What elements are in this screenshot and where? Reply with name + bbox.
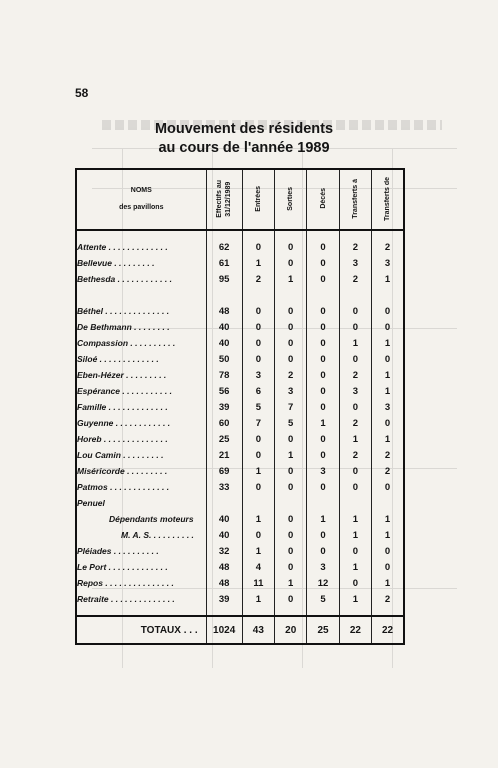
pavilion-name: Horeb xyxy=(77,434,102,444)
value-cell-deces: 5 xyxy=(307,591,339,607)
value-cell-deces: 3 xyxy=(307,463,339,479)
value-cell-transferts-de: 2 xyxy=(372,239,404,255)
spacer-cell xyxy=(275,607,307,616)
value-cell-transferts-a: 0 xyxy=(339,399,371,415)
spacer-cell xyxy=(372,295,404,303)
value-cell-transferts-a: 1 xyxy=(339,511,371,527)
column-header-deces xyxy=(307,169,339,230)
value-cell-effectifs: 40 xyxy=(206,511,242,527)
pavilion-name: De Bethmann xyxy=(77,322,132,332)
pavilion-name-cell xyxy=(76,527,206,543)
empty-value-cell xyxy=(206,495,242,511)
column-header-sorties xyxy=(275,169,307,230)
value-cell-entrees: 0 xyxy=(242,351,274,367)
leader-dots: . . . . . . . . . . . . . xyxy=(107,482,170,492)
pavilion-name: Espérance xyxy=(77,386,120,396)
value-cell-sorties: 0 xyxy=(275,431,307,447)
spacer-cell xyxy=(307,287,339,295)
pavilion-name-cell xyxy=(76,463,206,479)
leader-dots: . . . . . . . . . . . . . . . xyxy=(102,578,174,588)
value-cell-entrees: 0 xyxy=(242,431,274,447)
spacer-cell xyxy=(206,295,242,303)
leader-dots: . . . . . . . . . . xyxy=(111,546,159,556)
spacer-cell xyxy=(76,295,206,303)
total-effectifs: 1024 xyxy=(206,616,242,644)
pavilion-name: Lou Camin xyxy=(77,450,121,460)
value-cell-entrees: 1 xyxy=(242,591,274,607)
value-cell-effectifs: 48 xyxy=(206,559,242,575)
pavilion-name: M. A. S. xyxy=(121,530,152,540)
value-cell-effectifs: 62 xyxy=(206,239,242,255)
pavilion-name: Guyenne xyxy=(77,418,114,428)
column-header-transferts-a xyxy=(339,169,371,230)
value-cell-transferts-a: 2 xyxy=(339,447,371,463)
value-cell-sorties: 3 xyxy=(275,383,307,399)
value-cell-sorties: 2 xyxy=(275,367,307,383)
value-cell-effectifs: 40 xyxy=(206,335,242,351)
value-cell-transferts-de: 0 xyxy=(372,415,404,431)
table-row xyxy=(76,399,404,415)
value-cell-sorties: 0 xyxy=(275,543,307,559)
empty-value-cell xyxy=(275,495,307,511)
pavilion-name: Eben-Hézer xyxy=(77,370,124,380)
pavilion-name: Bethesda xyxy=(77,274,116,284)
pavilion-name: Pléiades xyxy=(77,546,112,556)
value-cell-sorties: 7 xyxy=(275,399,307,415)
pavilion-name: Béthel xyxy=(77,306,103,316)
spacer-cell xyxy=(206,230,242,239)
pavilion-name-cell xyxy=(76,399,206,415)
value-cell-transferts-de: 2 xyxy=(372,463,404,479)
value-cell-transferts-de: 1 xyxy=(372,383,404,399)
table-row xyxy=(76,559,404,575)
pavilion-name-cell xyxy=(76,239,206,255)
spacer-cell xyxy=(242,295,274,303)
value-cell-transferts-de: 1 xyxy=(372,335,404,351)
value-cell-deces: 0 xyxy=(307,335,339,351)
leader-dots: . . . . . . . . . . xyxy=(128,338,176,348)
value-cell-transferts-de: 0 xyxy=(372,479,404,495)
value-cell-sorties: 0 xyxy=(275,319,307,335)
value-cell-effectifs: 40 xyxy=(206,319,242,335)
pavilion-name-cell xyxy=(76,335,206,351)
table-row xyxy=(76,319,404,335)
pavilion-name: Compassion xyxy=(77,338,129,348)
value-cell-transferts-de: 2 xyxy=(372,447,404,463)
spacer-cell xyxy=(76,287,206,295)
leader-dots: . . . . . . . . . . . . . xyxy=(97,354,159,364)
value-cell-effectifs: 25 xyxy=(206,431,242,447)
value-cell-effectifs: 32 xyxy=(206,543,242,559)
spacer-cell xyxy=(372,607,404,616)
names-header-line-1: NOMS xyxy=(130,187,152,194)
table-row xyxy=(76,591,404,607)
spacer-cell xyxy=(76,607,206,616)
pavilion-name: Patmos xyxy=(77,482,108,492)
pavilion-name-cell xyxy=(76,271,206,287)
spacer-cell xyxy=(339,607,371,616)
table-row xyxy=(76,431,404,447)
table-row xyxy=(76,415,404,431)
table-row xyxy=(76,479,404,495)
value-cell-sorties: 0 xyxy=(275,479,307,495)
spacer-cell xyxy=(339,295,371,303)
value-cell-entrees: 4 xyxy=(242,559,274,575)
value-cell-transferts-a: 2 xyxy=(339,367,371,383)
table-row xyxy=(76,511,404,527)
spacer-cell xyxy=(372,287,404,295)
pavilion-name-cell xyxy=(76,543,206,559)
value-cell-transferts-a: 1 xyxy=(339,527,371,543)
value-cell-transferts-a: 2 xyxy=(339,415,371,431)
table-row xyxy=(76,271,404,287)
value-cell-entrees: 2 xyxy=(242,271,274,287)
value-cell-sorties: 0 xyxy=(275,591,307,607)
totals-label: TOTAUX . . . xyxy=(76,616,206,644)
value-cell-entrees: 1 xyxy=(242,511,274,527)
value-cell-deces: 0 xyxy=(307,367,339,383)
value-cell-transferts-de: 0 xyxy=(372,543,404,559)
spacer-cell xyxy=(339,230,371,239)
column-header-entrees xyxy=(242,169,274,230)
transferts-de-header-text: Transferts de xyxy=(384,176,392,221)
value-cell-effectifs: 69 xyxy=(206,463,242,479)
value-cell-effectifs: 39 xyxy=(206,399,242,415)
pavilion-name: Miséricorde xyxy=(77,466,125,476)
value-cell-deces: 0 xyxy=(307,303,339,319)
value-cell-entrees: 6 xyxy=(242,383,274,399)
value-cell-effectifs: 61 xyxy=(206,255,242,271)
total-transferts-a: 22 xyxy=(339,616,371,644)
table-row xyxy=(76,239,404,255)
names-column-header xyxy=(76,169,206,230)
value-cell-transferts-a: 2 xyxy=(339,271,371,287)
names-header-line-2: des pavillons xyxy=(119,204,164,211)
value-cell-deces: 1 xyxy=(307,511,339,527)
value-cell-sorties: 0 xyxy=(275,239,307,255)
pavilion-name: Dépendants moteurs xyxy=(109,514,194,524)
leader-dots: . . . . . . . . . . . . xyxy=(113,418,171,428)
value-cell-entrees: 11 xyxy=(242,575,274,591)
total-transferts-de: 22 xyxy=(372,616,404,644)
spacer-cell xyxy=(307,607,339,616)
empty-value-cell xyxy=(339,495,371,511)
total-entrees: 43 xyxy=(242,616,274,644)
value-cell-sorties: 0 xyxy=(275,511,307,527)
value-cell-transferts-a: 1 xyxy=(339,431,371,447)
leader-dots: . . . . . . . . . . . . . xyxy=(106,242,168,252)
value-cell-deces: 0 xyxy=(307,399,339,415)
total-deces: 25 xyxy=(307,616,339,644)
leader-dots: . . . . . . . . . . . . . . xyxy=(101,434,168,444)
value-cell-deces: 0 xyxy=(307,447,339,463)
spacer-cell xyxy=(76,230,206,239)
value-cell-transferts-de: 0 xyxy=(372,351,404,367)
value-cell-effectifs: 33 xyxy=(206,479,242,495)
value-cell-transferts-de: 0 xyxy=(372,303,404,319)
residents-movement-table xyxy=(75,168,405,645)
column-header-transferts-de xyxy=(372,169,404,230)
leader-dots: . . . . . . . . . . . . . xyxy=(106,402,168,412)
page-title-line-1: Mouvement des résidents xyxy=(154,121,334,137)
spacer-cell xyxy=(339,287,371,295)
value-cell-sorties: 0 xyxy=(275,351,307,367)
spacer-cell xyxy=(307,230,339,239)
table-row-penuel xyxy=(76,495,404,511)
value-cell-deces: 0 xyxy=(307,239,339,255)
value-cell-entrees: 1 xyxy=(242,543,274,559)
value-cell-entrees: 0 xyxy=(242,335,274,351)
value-cell-sorties: 0 xyxy=(275,255,307,271)
value-cell-transferts-a: 0 xyxy=(339,319,371,335)
value-cell-transferts-de: 2 xyxy=(372,591,404,607)
value-cell-effectifs: 21 xyxy=(206,447,242,463)
table-row xyxy=(76,367,404,383)
value-cell-effectifs: 56 xyxy=(206,383,242,399)
value-cell-sorties: 1 xyxy=(275,575,307,591)
value-cell-effectifs: 39 xyxy=(206,591,242,607)
pavilion-name: Le Port xyxy=(77,562,107,572)
value-cell-deces: 0 xyxy=(307,431,339,447)
leader-dots: . . . . . . . . . xyxy=(111,258,155,268)
pavilion-name: Bellevue xyxy=(77,258,112,268)
pavilion-name-cell xyxy=(76,431,206,447)
table-row xyxy=(76,447,404,463)
spacer-cell xyxy=(307,295,339,303)
total-sorties: 20 xyxy=(275,616,307,644)
value-cell-entrees: 1 xyxy=(242,463,274,479)
pavilion-name-cell xyxy=(76,255,206,271)
leader-dots: . . . . . . . . . . . . xyxy=(115,274,172,284)
totals-row xyxy=(76,616,404,644)
page-number: 58 xyxy=(75,86,89,100)
value-cell-entrees: 7 xyxy=(242,415,274,431)
value-cell-transferts-a: 0 xyxy=(339,351,371,367)
pavilion-name-cell xyxy=(76,415,206,431)
value-cell-sorties: 0 xyxy=(275,335,307,351)
effectifs-header-line-1: Effectifs au xyxy=(216,179,224,218)
leader-dots: . . . . . . . . . xyxy=(124,466,168,476)
value-cell-transferts-a: 3 xyxy=(339,383,371,399)
pavilion-name: Repos xyxy=(77,578,103,588)
value-cell-effectifs: 48 xyxy=(206,575,242,591)
value-cell-deces: 12 xyxy=(307,575,339,591)
table-row xyxy=(76,543,404,559)
value-cell-entrees: 0 xyxy=(242,479,274,495)
value-cell-sorties: 0 xyxy=(275,527,307,543)
spacer-row xyxy=(76,287,404,295)
value-cell-transferts-a: 0 xyxy=(339,303,371,319)
value-cell-sorties: 5 xyxy=(275,415,307,431)
column-header-effectifs xyxy=(206,169,242,230)
leader-dots: . . . . . . . . . xyxy=(151,530,194,540)
value-cell-deces: 0 xyxy=(307,271,339,287)
spacer-cell xyxy=(206,607,242,616)
leader-dots: . . . . . . . . . xyxy=(123,370,167,380)
leader-dots: . . . . . . . . . . . . . . xyxy=(108,594,175,604)
value-cell-deces: 0 xyxy=(307,479,339,495)
spacer-row xyxy=(76,295,404,303)
value-cell-sorties: 1 xyxy=(275,447,307,463)
value-cell-transferts-de: 1 xyxy=(372,367,404,383)
value-cell-deces: 0 xyxy=(307,543,339,559)
value-cell-effectifs: 60 xyxy=(206,415,242,431)
spacer-cell xyxy=(242,287,274,295)
pavilion-name: Retraite xyxy=(77,594,109,604)
value-cell-transferts-de: 0 xyxy=(372,559,404,575)
value-cell-sorties: 0 xyxy=(275,463,307,479)
value-cell-entrees: 0 xyxy=(242,239,274,255)
table-row xyxy=(76,335,404,351)
spacer-cell xyxy=(206,287,242,295)
pavilion-name-cell xyxy=(76,447,206,463)
value-cell-transferts-a: 0 xyxy=(339,543,371,559)
spacer-cell xyxy=(275,295,307,303)
value-cell-transferts-de: 3 xyxy=(372,399,404,415)
pavilion-name-cell xyxy=(76,367,206,383)
pavilion-group-name: Penuel xyxy=(77,498,105,508)
value-cell-transferts-de: 3 xyxy=(372,255,404,271)
value-cell-transferts-a: 0 xyxy=(339,479,371,495)
value-cell-effectifs: 95 xyxy=(206,271,242,287)
pavilion-name-cell xyxy=(76,511,206,527)
spacer-cell xyxy=(372,230,404,239)
table-row xyxy=(76,575,404,591)
value-cell-entrees: 0 xyxy=(242,319,274,335)
value-cell-transferts-de: 1 xyxy=(372,431,404,447)
value-cell-transferts-a: 0 xyxy=(339,463,371,479)
value-cell-transferts-a: 0 xyxy=(339,575,371,591)
empty-value-cell xyxy=(372,495,404,511)
value-cell-sorties: 1 xyxy=(275,271,307,287)
value-cell-transferts-a: 1 xyxy=(339,591,371,607)
empty-value-cell xyxy=(307,495,339,511)
value-cell-transferts-a: 1 xyxy=(339,335,371,351)
pavilion-name-cell xyxy=(76,559,206,575)
table-row xyxy=(76,463,404,479)
spacer-cell xyxy=(242,230,274,239)
value-cell-sorties: 0 xyxy=(275,559,307,575)
value-cell-deces: 0 xyxy=(307,255,339,271)
pavilion-name-cell xyxy=(76,303,206,319)
value-cell-entrees: 3 xyxy=(242,367,274,383)
value-cell-deces: 0 xyxy=(307,527,339,543)
value-cell-deces: 0 xyxy=(307,319,339,335)
value-cell-deces: 1 xyxy=(307,415,339,431)
page-title-line-2: au cours de l'année 1989 xyxy=(158,140,330,156)
spacer-cell xyxy=(275,230,307,239)
effectifs-header-line-2: 31/12/1989 xyxy=(225,180,233,217)
leader-dots: . . . . . . . . . . . xyxy=(120,386,172,396)
empty-value-cell xyxy=(242,495,274,511)
pavilion-name: Attente xyxy=(77,242,107,252)
value-cell-transferts-de: 0 xyxy=(372,319,404,335)
value-cell-deces: 0 xyxy=(307,383,339,399)
pavilion-name-cell xyxy=(76,591,206,607)
value-cell-sorties: 0 xyxy=(275,303,307,319)
pavilion-name-cell xyxy=(76,351,206,367)
pavilion-name-cell xyxy=(76,575,206,591)
table-row xyxy=(76,255,404,271)
value-cell-effectifs: 40 xyxy=(206,527,242,543)
value-cell-entrees: 0 xyxy=(242,527,274,543)
value-cell-deces: 0 xyxy=(307,351,339,367)
value-cell-entrees: 0 xyxy=(242,447,274,463)
leader-dots: . . . . . . . . . xyxy=(120,450,164,460)
spacer-row xyxy=(76,230,404,239)
table-header-row xyxy=(76,169,404,230)
transferts-a-header-text: Transferts à xyxy=(351,178,359,219)
value-cell-transferts-de: 1 xyxy=(372,575,404,591)
value-cell-transferts-a: 3 xyxy=(339,255,371,271)
pavilion-name: Famille xyxy=(77,402,107,412)
spacer-cell xyxy=(242,607,274,616)
value-cell-transferts-de: 1 xyxy=(372,527,404,543)
value-cell-effectifs: 78 xyxy=(206,367,242,383)
value-cell-deces: 3 xyxy=(307,559,339,575)
entrees-header-text: Entrées xyxy=(254,185,262,212)
value-cell-transferts-a: 2 xyxy=(339,239,371,255)
spacer-row xyxy=(76,607,404,616)
pavilion-name-cell xyxy=(76,319,206,335)
leader-dots: . . . . . . . . . . . . . . xyxy=(102,306,170,316)
value-cell-entrees: 5 xyxy=(242,399,274,415)
pavilion-name-cell xyxy=(76,479,206,495)
value-cell-effectifs: 48 xyxy=(206,303,242,319)
pavilion-name: Siloé xyxy=(77,354,98,364)
deces-header-text: Décès xyxy=(319,188,327,209)
value-cell-transferts-a: 1 xyxy=(339,559,371,575)
value-cell-entrees: 0 xyxy=(242,303,274,319)
leader-dots: . . . . . . . . xyxy=(131,322,170,332)
value-cell-entrees: 1 xyxy=(242,255,274,271)
sorties-header-text: Sorties xyxy=(287,186,295,211)
pavilion-name-cell xyxy=(76,383,206,399)
table-row xyxy=(76,383,404,399)
value-cell-transferts-de: 1 xyxy=(372,511,404,527)
value-cell-effectifs: 50 xyxy=(206,351,242,367)
spacer-cell xyxy=(275,287,307,295)
leader-dots: . . . . . . . . . . . . . xyxy=(106,562,168,572)
table-row xyxy=(76,303,404,319)
value-cell-transferts-de: 1 xyxy=(372,271,404,287)
table-row xyxy=(76,527,404,543)
table-row xyxy=(76,351,404,367)
